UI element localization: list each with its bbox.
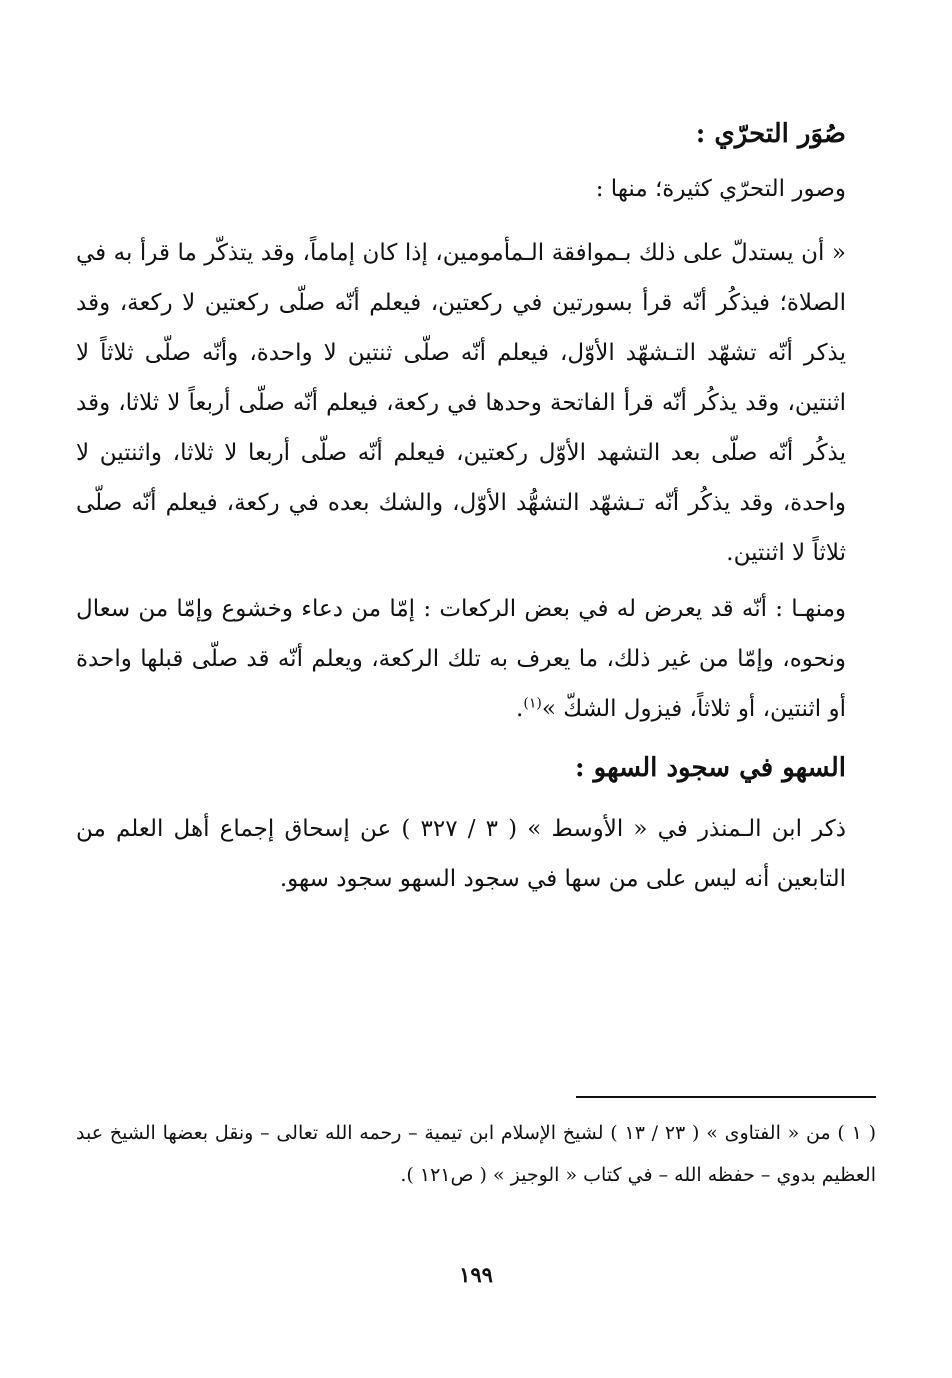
heading-forms-of-investigation: صُوَر التحرّي : [695,119,846,149]
footnote-1: ( ١ ) من « الفتاوى » ( ٢٣ / ١٣ ) لشيخ الإسلام ابن تيمية – رحمه الله تعالى – ونقل بعضها الشيخ عبد العظيم بدوي – حفظه الله – في كتاب « الوجيز » ( ص١٢١ ). [76,1122,876,1186]
quote-paragraph-2 [76,584,846,734]
footnote-reference: (١) [523,695,542,712]
footnotes [76,1112,876,1196]
page-number: ١٩٩ [459,1262,493,1287]
section2-paragraph: ذكر ابن الـمنذر في « الأوسط » ( ٣ / ٣٢٧ ) عن إسحاق إجماع أهل العلم من التابعين أنه ليس على من سها في سجود السهو سجود سهو. [76,816,847,892]
heading-forgetfulness-in-sujud: السهو في سجود السهو : [575,753,846,783]
footnote-divider [576,1096,876,1098]
quote-paragraph-1: « أن يستدلّ على ذلك بـموافقة الـمأمومين، إذا كان إماماً، وقد يتذكّر ما قرأ به في الصلاة؛ فيذكُر أنّه قرأ بسورتين في ركعتين، فيعلم أنّه صلّى ركعتين لا ركعة، وقد يذكر أنّه تشهّد التـشهّد الأوّل، فيعلم أنّه صلّى ثنتين لا واحدة، وأنّه صلّى ثلاثاً لا اثنتين، وقد يذكُر أنّه قرأ الفاتحة وحدها في ركعة، فيعلم أنّه صلّى أربعاً لا ثلاثا، وقد يذكُر أنّه صلّى بعد التشهد الأوّل ركعتين، فيعلم أنّه صلّى أربعا لا ثلاثا، واثنتين لا واحدة، وقد يذكُر أنّه تـشهّد التشهُّد الأوّل، والشك بعده في ركعة، فيعلم أنّه صلّى ثلاثاً لا اثنتين. [76,240,846,566]
quote-paragraph-2-text: ومنهـا : أنّه قد يعرض له في بعض الركعات : إمّا من دعاء وخشوع وإمّا من سعال ونحوه، وإمّا من غير ذلك، ما يعرف به تلك الركعة، ويعلم أنّه قد صلّى قبلها واحدة أو اثنتين، أو ثلاثاً، فيزول الشكّ » [76,596,846,722]
intro-paragraph: وصور التحرّي كثيرة؛ منها : [595,176,846,202]
quote-paragraph-2-end: . [516,696,524,722]
main-text [76,104,846,904]
